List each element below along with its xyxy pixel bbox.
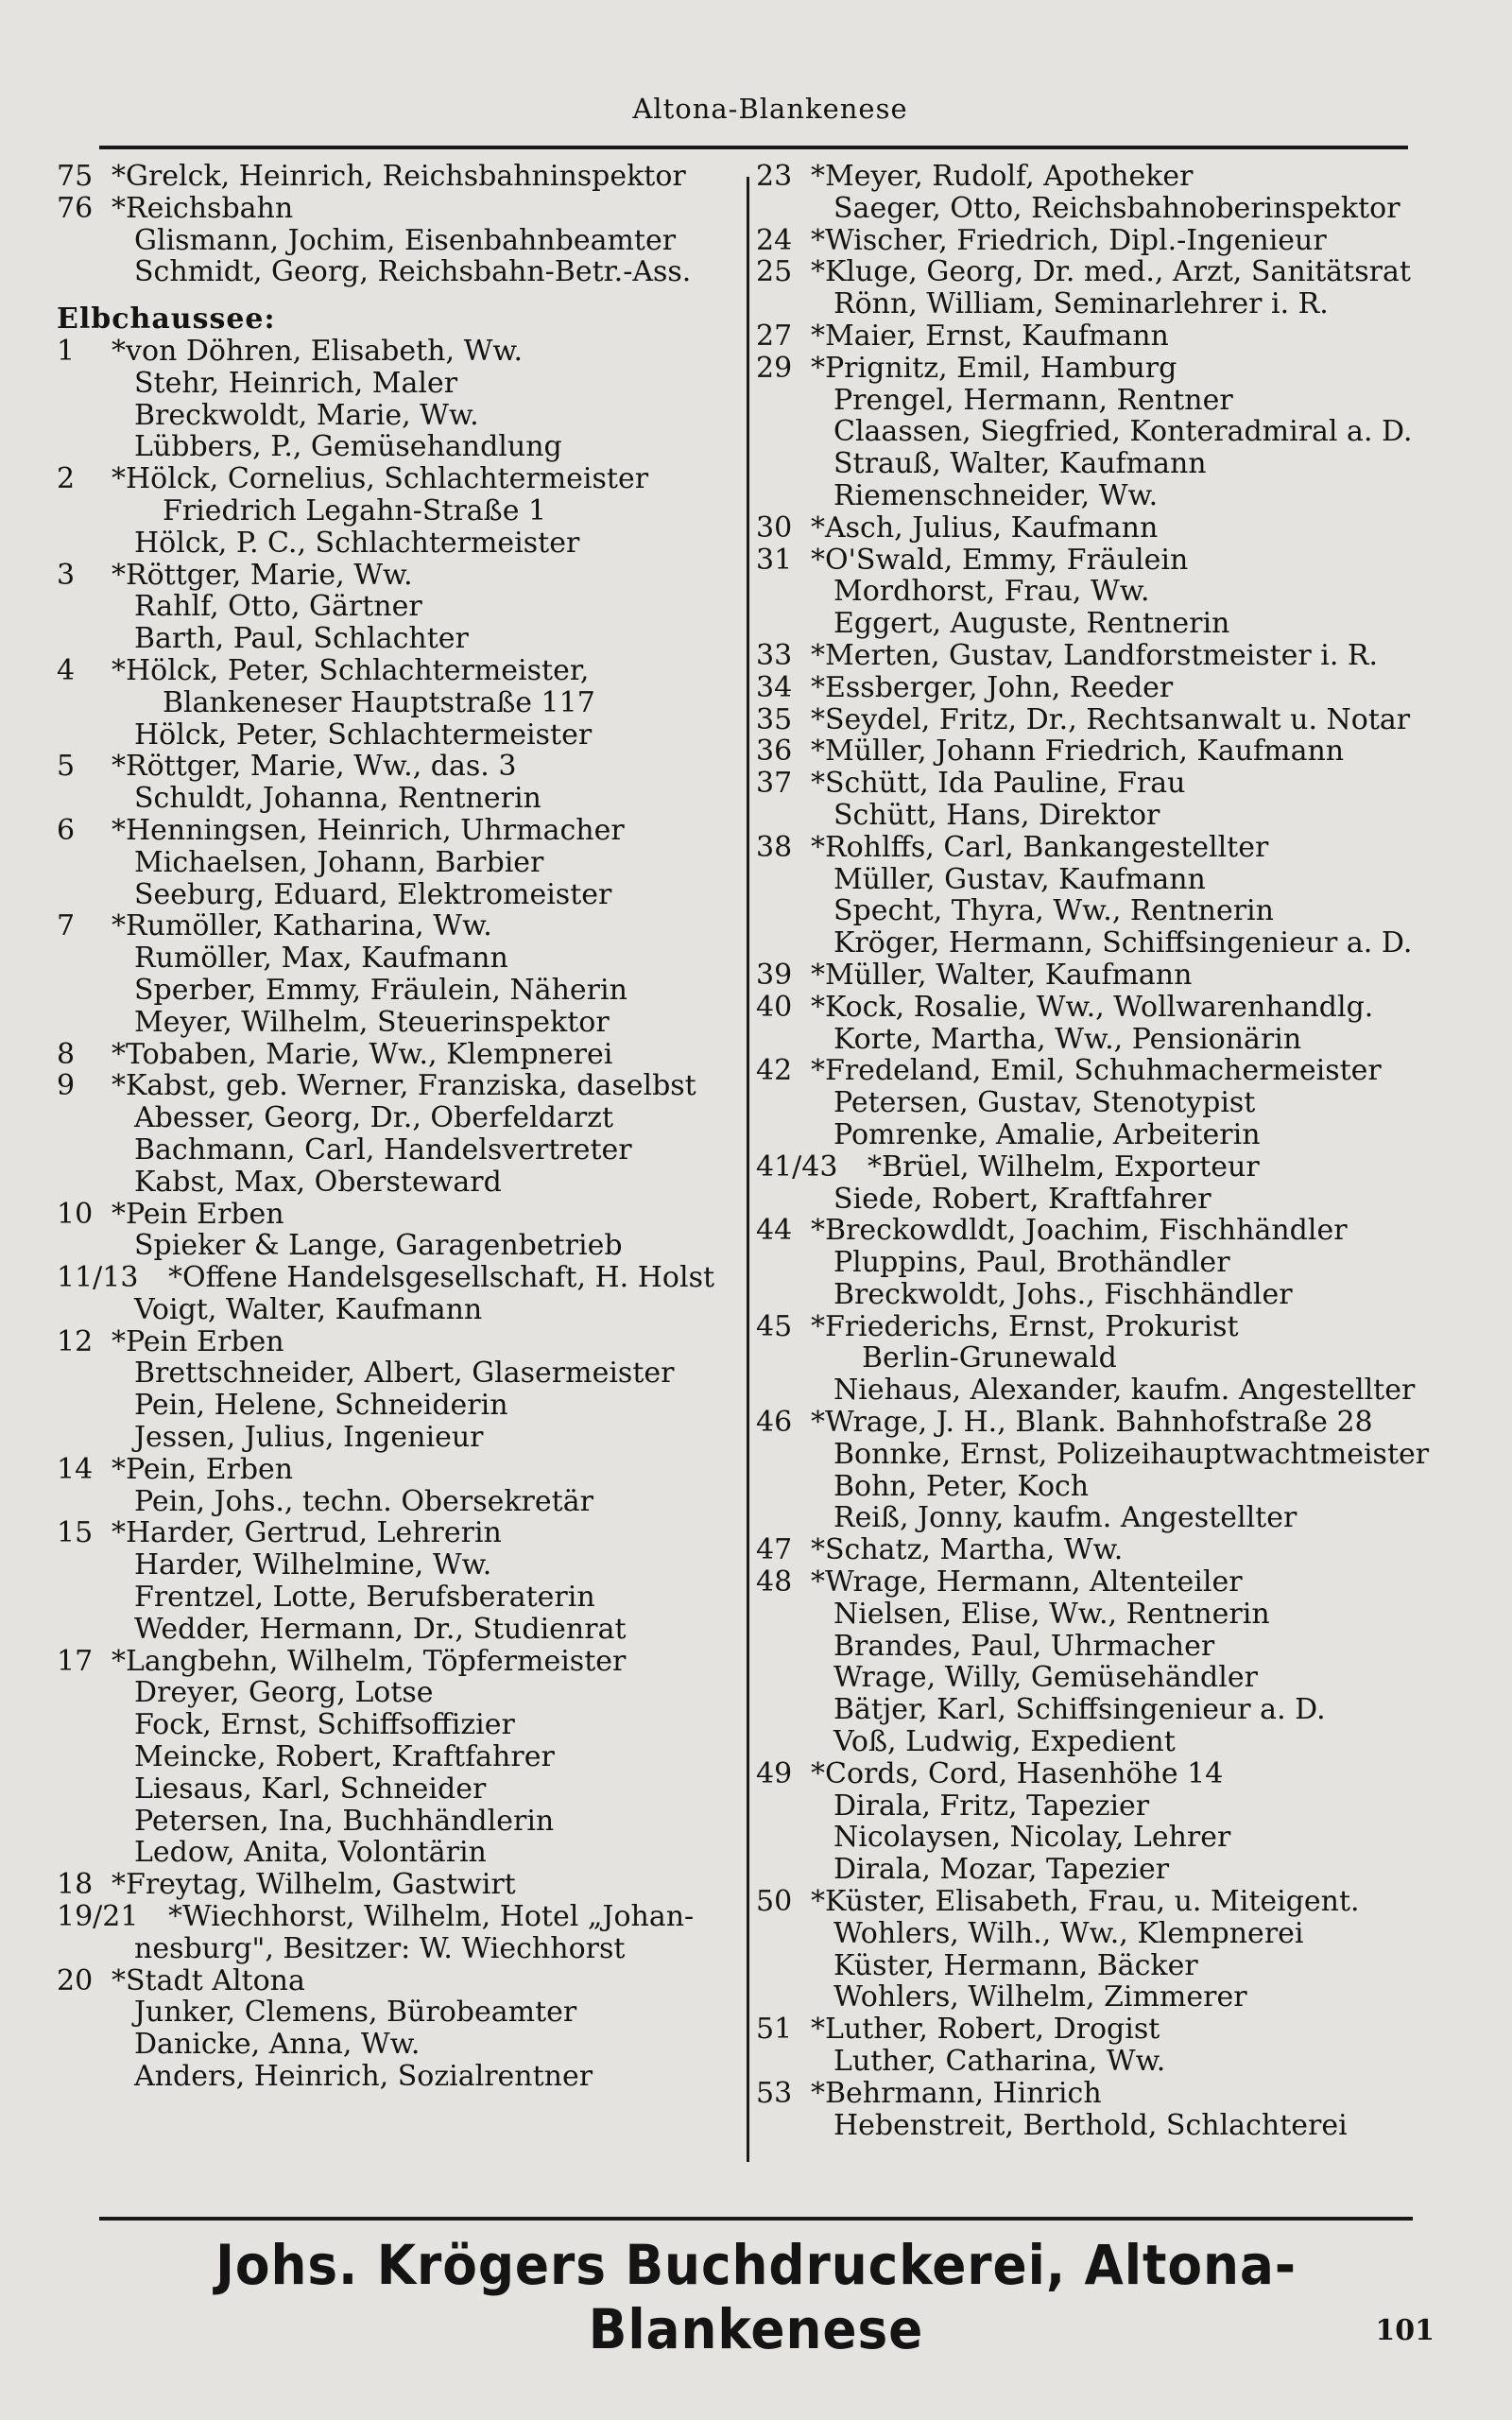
house-number: 12 (57, 1324, 94, 1358)
resident-text: *Seydel, Fritz, Dr., Rechtsanwalt u. Notar (811, 702, 1411, 736)
resident-text: *Rohlffs, Carl, Bankangestellter (811, 830, 1269, 864)
directory-entry (57, 1677, 742, 1709)
directory-entry (756, 1822, 1441, 1854)
directory-entry (756, 1854, 1441, 1886)
resident-text: *Schatz, Martha, Ww. (811, 1533, 1124, 1567)
resident-text: *O'Swald, Emmy, Fräulein (811, 543, 1189, 577)
resident-text: Wrage, Willy, Gemüsehändler (833, 1661, 1258, 1695)
house-number: 4 (57, 653, 76, 687)
directory-entry (57, 655, 742, 687)
resident-text: *Hölck, Cornelius, Schlachtermeister (112, 462, 649, 496)
house-number: 20 (57, 1963, 94, 1997)
resident-text: *Pein Erben (112, 1197, 284, 1231)
resident-text: *Pein Erben (112, 1324, 284, 1358)
resident-text: Friedrich Legahn-Straße 1 (163, 493, 547, 527)
directory-entry (756, 193, 1441, 225)
directory-entry (756, 895, 1441, 927)
directory-entry (756, 640, 1441, 672)
house-number: 53 (756, 2076, 793, 2110)
directory-entry (57, 719, 742, 752)
directory-entry (57, 1582, 742, 1614)
house-number: 33 (756, 638, 793, 672)
resident-text: Voß, Ludwig, Expedient (833, 1725, 1176, 1759)
directory-entry (756, 1631, 1441, 1663)
house-number: 50 (756, 1885, 793, 1919)
directory-entry (57, 225, 742, 257)
resident-text: Glismann, Jochim, Eisenbahnbeamter (134, 223, 677, 257)
resident-text: Hölck, Peter, Schlachtermeister (134, 717, 593, 752)
directory-entry (756, 1311, 1441, 1343)
resident-text: Kabst, Max, Obersteward (134, 1165, 502, 1199)
directory-entry (756, 416, 1441, 448)
resident-text: *Offene Handelsgesellschaft, H. Holst (168, 1261, 715, 1295)
resident-text: Schmidt, Georg, Reichsbahn-Betr.-Ass. (134, 255, 692, 289)
resident-text: *Essberger, John, Reeder (811, 670, 1174, 704)
directory-entry (756, 1726, 1441, 1758)
directory-entry (57, 1454, 742, 1486)
resident-text: Specht, Thyra, Ww., Rentnerin (833, 894, 1274, 928)
resident-text: Stehr, Heinrich, Maler (134, 366, 458, 400)
directory-entry (756, 576, 1441, 608)
directory-entry (57, 1837, 742, 1869)
directory-entry (756, 1055, 1441, 1087)
directory-entry (756, 735, 1441, 768)
page-number: 101 (1375, 2314, 1435, 2347)
directory-entry (57, 1933, 742, 1965)
directory-entry (756, 927, 1441, 959)
resident-text: *Rumöller, Katharina, Ww. (112, 909, 492, 943)
house-number: 45 (756, 1309, 793, 1343)
resident-text: Wohlers, Wilhelm, Zimmerer (833, 1980, 1247, 2014)
directory-entry (756, 1566, 1441, 1599)
directory-entry (57, 1390, 742, 1422)
directory-entry (57, 591, 742, 623)
directory-entry (756, 1502, 1441, 1534)
directory-entry (57, 942, 742, 975)
house-number: 49 (756, 1756, 793, 1790)
house-number: 18 (57, 1868, 94, 1902)
house-number: 37 (756, 767, 793, 801)
directory-entry (57, 1996, 742, 2029)
directory-entry (756, 385, 1441, 417)
directory-entry (756, 1439, 1441, 1471)
house-number: 9 (57, 1069, 76, 1103)
house-number: 10 (57, 1197, 94, 1231)
resident-text: *Merten, Gustav, Landforstmeister i. R. (811, 638, 1379, 672)
house-number: 19/21 (57, 1900, 139, 1934)
directory-entry (57, 1965, 742, 1997)
resident-text: Eggert, Auguste, Rentnerin (833, 607, 1230, 641)
house-number: 38 (756, 830, 793, 864)
directory-entry (756, 1694, 1441, 1726)
resident-text: *Wiechhorst, Wilhelm, Hotel „Johan- (168, 1900, 695, 1934)
resident-text: Breckwoldt, Johs., Fischhändler (833, 1277, 1293, 1311)
resident-text: Sperber, Emmy, Fräulein, Näherin (134, 973, 627, 1007)
house-number: 46 (756, 1406, 793, 1440)
resident-text: Küster, Hermann, Bäcker (833, 1948, 1198, 1982)
directory-entry (756, 1247, 1441, 1279)
house-number: 30 (756, 510, 793, 544)
directory-entry (57, 1614, 742, 1646)
resident-text: *Röttger, Marie, Ww., das. 3 (112, 750, 517, 784)
directory-entry (57, 879, 742, 911)
house-number: 17 (57, 1644, 94, 1678)
directory-entry (57, 1167, 742, 1199)
directory-entry (57, 1294, 742, 1326)
directory-entry (57, 368, 742, 400)
directory-entry (756, 1215, 1441, 1247)
resident-text: *Hölck, Peter, Schlachtermeister, (112, 653, 590, 687)
resident-text: *Pein, Erben (112, 1452, 294, 1486)
house-number: 44 (756, 1214, 793, 1248)
resident-text: nesburg", Besitzer: W. Wiechhorst (134, 1931, 626, 1965)
resident-text: Spieker & Lange, Garagenbetrieb (134, 1229, 623, 1263)
resident-text: Frentzel, Lotte, Berufsberaterin (134, 1581, 595, 1615)
resident-text: *Fredeland, Emil, Schuhmachermeister (811, 1054, 1382, 1088)
house-number: 8 (57, 1037, 76, 1071)
resident-text: *Küster, Elisabeth, Frau, u. Miteigent. (811, 1885, 1360, 1919)
house-number: 36 (756, 735, 793, 769)
left-column (57, 161, 742, 2093)
directory-entry (57, 1709, 742, 1741)
directory-entry (756, 448, 1441, 480)
resident-text: Lübbers, P., Gemüsehandlung (134, 430, 562, 464)
directory-entry (756, 864, 1441, 896)
resident-text: *Luther, Robert, Drogist (811, 2013, 1160, 2047)
directory-entry (756, 704, 1441, 736)
directory-entry (756, 256, 1441, 288)
resident-text: Müller, Gustav, Kaufmann (833, 862, 1206, 896)
directory-entry (756, 768, 1441, 800)
directory-entry (57, 256, 742, 288)
resident-text: *Müller, Walter, Kaufmann (811, 958, 1193, 992)
directory-entry (57, 1486, 742, 1518)
resident-text: *Tobaben, Marie, Ww., Klempnerei (112, 1037, 613, 1071)
directory-entry (756, 1662, 1441, 1694)
house-number: 5 (57, 750, 76, 784)
resident-text: Wedder, Hermann, Dr., Studienrat (134, 1612, 627, 1646)
resident-text: *Behrmann, Hinrich (811, 2076, 1102, 2110)
resident-text: *Henningsen, Heinrich, Uhrmacher (112, 813, 625, 847)
house-number: 39 (756, 958, 793, 992)
resident-text: *von Döhren, Elisabeth, Ww. (112, 334, 524, 368)
house-number: 76 (57, 191, 94, 225)
directory-entry (57, 815, 742, 847)
directory-entry (57, 783, 742, 815)
resident-text: Bachmann, Carl, Handelsvertreter (134, 1132, 632, 1167)
directory-entry (57, 463, 742, 495)
directory-entry (57, 1869, 742, 1901)
resident-text: Brettschneider, Albert, Glasermeister (134, 1357, 675, 1391)
directory-entry (57, 1357, 742, 1390)
directory-entry (57, 1134, 742, 1167)
resident-text: Danicke, Anna, Ww. (134, 2028, 421, 2062)
house-number: 3 (57, 558, 76, 592)
directory-entry (57, 1070, 742, 1102)
directory-entry (57, 1102, 742, 1134)
resident-text: *Breckowdldt, Joachim, Fischhändler (811, 1214, 1348, 1248)
resident-text: Nielsen, Elise, Ww., Rentnerin (833, 1597, 1270, 1631)
directory-entry (756, 225, 1441, 257)
resident-text: Schuldt, Johanna, Rentnerin (134, 782, 541, 816)
directory-entry (756, 1087, 1441, 1119)
resident-text: Claassen, Siegfried, Konteradmiral a. D. (833, 415, 1413, 449)
directory-entry (756, 2014, 1441, 2046)
right-column (756, 161, 1441, 2141)
directory-entry (756, 1407, 1441, 1439)
directory-entry (756, 1758, 1441, 1790)
directory-entry (57, 1326, 742, 1358)
directory-entry (57, 1007, 742, 1039)
directory-entry (57, 1262, 742, 1294)
directory-entry (756, 1471, 1441, 1503)
resident-text: *Stadt Altona (112, 1963, 305, 1997)
resident-text: Dreyer, Georg, Lotse (134, 1676, 434, 1710)
directory-entry (756, 1790, 1441, 1823)
resident-text: Bohn, Peter, Koch (833, 1469, 1090, 1503)
resident-text: Breckwoldt, Marie, Ww. (134, 398, 479, 432)
resident-text: Jessen, Julius, Ingenieur (134, 1421, 484, 1455)
directory-entry (756, 1374, 1441, 1407)
resident-text: *Wischer, Friedrich, Dipl.-Ingenieur (811, 223, 1327, 257)
resident-text: Pein, Helene, Schneiderin (134, 1389, 508, 1423)
directory-entry (756, 1886, 1441, 1918)
resident-text: Ledow, Anita, Volontärin (134, 1836, 487, 1870)
directory-entry (756, 320, 1441, 353)
directory-entry (57, 1199, 742, 1231)
resident-text: *Langbehn, Wilhelm, Töpfermeister (112, 1644, 627, 1678)
directory-entry (57, 1773, 742, 1806)
directory-entry (756, 1119, 1441, 1151)
resident-text: Liesaus, Karl, Schneider (134, 1772, 487, 1806)
directory-entry (756, 512, 1441, 544)
directory-entry (756, 800, 1441, 832)
street-heading (57, 303, 742, 336)
house-number: 40 (756, 990, 793, 1024)
directory-entry (57, 1039, 742, 1071)
directory-entry (756, 832, 1441, 864)
directory-entry (57, 1230, 742, 1262)
spacer (57, 288, 742, 303)
directory-entry (57, 975, 742, 1007)
resident-text: Fock, Ernst, Schiffsoffizier (134, 1708, 515, 1742)
directory-entry (756, 672, 1441, 704)
resident-text: Riemenschneider, Ww. (833, 478, 1159, 512)
house-number: 7 (57, 909, 76, 943)
house-number: 2 (57, 462, 76, 496)
resident-text: Anders, Heinrich, Sozialrentner (134, 2060, 593, 2094)
house-number: 11/13 (57, 1261, 139, 1295)
resident-text: Saeger, Otto, Reichsbahnoberinspektor (833, 191, 1400, 225)
resident-text: Niehaus, Alexander, kaufm. Angestellter (833, 1374, 1416, 1408)
house-number: 35 (756, 702, 793, 736)
directory-entry (57, 495, 742, 527)
resident-text: Hebenstreit, Berthold, Schlachterei (833, 2108, 1348, 2142)
resident-text: Berlin-Grunewald (862, 1341, 1117, 1375)
resident-text: Michaelsen, Johann, Barbier (134, 845, 544, 879)
resident-text: Pomrenke, Amalie, Arbeiterin (833, 1117, 1261, 1151)
directory-entry (57, 400, 742, 432)
directory-entry (756, 544, 1441, 577)
resident-text: *Maier, Ernst, Kaufmann (811, 319, 1169, 353)
directory-entry (57, 193, 742, 225)
house-number: 27 (756, 319, 793, 353)
resident-text: Schütt, Hans, Direktor (833, 798, 1160, 832)
directory-entry (756, 2110, 1441, 2142)
house-number: 24 (756, 223, 793, 257)
directory-entry (57, 751, 742, 783)
directory-entry (756, 161, 1441, 193)
resident-text: Prengel, Hermann, Rentner (833, 383, 1233, 417)
street-name: Elbchaussee: (57, 302, 276, 337)
resident-text: Rumöller, Max, Kaufmann (134, 942, 508, 976)
resident-text: Wohlers, Wilh., Ww., Klempnerei (833, 1916, 1304, 1950)
house-number: 29 (756, 351, 793, 385)
house-number: 41/43 (756, 1150, 838, 1184)
resident-text: *Grelck, Heinrich, Reichsbahninspektor (112, 160, 686, 193)
resident-text: Harder, Wilhelmine, Ww. (134, 1548, 492, 1582)
house-number: 1 (57, 334, 76, 368)
resident-text: *Meyer, Rudolf, Apotheker (811, 160, 1194, 193)
resident-text: Junker, Clemens, Bürobeamter (134, 1996, 577, 2030)
resident-text: Reiß, Jonny, kaufm. Angestellter (833, 1501, 1297, 1535)
directory-entry (756, 1342, 1441, 1374)
resident-text: Strauß, Walter, Kaufmann (833, 447, 1207, 481)
house-number: 42 (756, 1054, 793, 1088)
directory-entry (756, 1950, 1441, 1982)
resident-text: *Freytag, Wilhelm, Gastwirt (112, 1868, 516, 1902)
directory-entry (756, 1534, 1441, 1566)
directory-entry (57, 910, 742, 942)
resident-text: *Kluge, Georg, Dr. med., Arzt, Sanitätsrat (811, 255, 1411, 289)
resident-text: Mordhorst, Frau, Ww. (833, 575, 1150, 609)
column-divider (747, 177, 749, 2162)
directory-entry (57, 1806, 742, 1838)
resident-text: Hölck, P. C., Schlachtermeister (134, 526, 580, 560)
resident-text: Blankeneser Hauptstraße 117 (163, 685, 595, 719)
directory-entry (756, 2078, 1441, 2110)
directory-entry (57, 1549, 742, 1582)
resident-text: Nicolaysen, Nicolay, Lehrer (833, 1821, 1231, 1855)
directory-entry (756, 288, 1441, 320)
resident-text: Meyer, Wilhelm, Steuerinspektor (134, 1005, 610, 1039)
directory-entry (756, 1024, 1441, 1056)
resident-text: Dirala, Mozar, Tapezier (833, 1853, 1170, 1887)
resident-text: *Röttger, Marie, Ww. (112, 558, 413, 592)
house-number: 31 (756, 543, 793, 577)
directory-entry (57, 847, 742, 879)
directory-entry (57, 560, 742, 592)
directory-entry (57, 1517, 742, 1549)
directory-entry (756, 1918, 1441, 1950)
resident-text: Meincke, Robert, Kraftfahrer (134, 1740, 555, 1774)
directory-entry (756, 2046, 1441, 2078)
resident-text: Seeburg, Eduard, Elektromeister (134, 877, 612, 911)
house-number: 75 (57, 160, 94, 193)
header-rule (99, 146, 1408, 149)
resident-text: Abesser, Georg, Dr., Oberfeldarzt (134, 1101, 614, 1135)
house-number: 25 (756, 255, 793, 289)
directory-entry (756, 959, 1441, 992)
directory-entry (756, 1184, 1441, 1216)
directory-entry (57, 1646, 742, 1678)
resident-text: Rahlf, Otto, Gärtner (134, 590, 422, 624)
page-header-title: Altona-Blankenese (632, 93, 908, 125)
house-number: 47 (756, 1533, 793, 1567)
directory-entry (756, 1981, 1441, 2014)
directory-entry (756, 353, 1441, 385)
resident-text: *Cords, Cord, Hasenhöhe 14 (811, 1756, 1224, 1790)
house-number: 34 (756, 670, 793, 704)
resident-text: Pein, Johs., techn. Obersekretär (134, 1484, 593, 1518)
directory-entry (57, 687, 742, 719)
directory-entry (756, 1151, 1441, 1184)
resident-text: *Brüel, Wilhelm, Exporteur (868, 1150, 1260, 1184)
resident-text: Korte, Martha, Ww., Pensionärin (833, 1022, 1302, 1056)
house-number: 15 (57, 1516, 94, 1550)
resident-text: Kröger, Hermann, Schiffsingenieur a. D. (833, 926, 1413, 960)
directory-entry (756, 1599, 1441, 1631)
resident-text: Petersen, Gustav, Stenotypist (833, 1086, 1256, 1120)
directory-entry (57, 1901, 742, 1933)
resident-text: Brandes, Paul, Uhrmacher (833, 1629, 1215, 1663)
resident-text: *Wrage, J. H., Blank. Bahnhofstraße 28 (811, 1406, 1373, 1440)
printer-advertisement: Johs. Krögers Buchdruckerei, Altona-Blankenese (215, 2233, 1297, 2361)
directory-entry (756, 992, 1441, 1024)
house-number: 23 (756, 160, 793, 193)
footer-rule (99, 2217, 1413, 2221)
resident-text: *Kock, Rosalie, Ww., Wollwarenhandlg. (811, 990, 1374, 1024)
resident-text: *Kabst, geb. Werner, Franziska, daselbst (112, 1069, 696, 1103)
resident-text: Dirala, Fritz, Tapezier (833, 1789, 1150, 1823)
directory-entry (57, 2061, 742, 2093)
resident-text: *Wrage, Hermann, Altenteiler (811, 1565, 1243, 1599)
directory-entry (756, 608, 1441, 640)
resident-text: Voigt, Walter, Kaufmann (134, 1292, 483, 1326)
house-number: 14 (57, 1452, 94, 1486)
resident-text: *Schütt, Ida Pauline, Frau (811, 767, 1186, 801)
resident-text: *Harder, Gertrud, Lehrerin (112, 1516, 502, 1550)
resident-text: Rönn, William, Seminarlehrer i. R. (833, 287, 1329, 321)
resident-text: Barth, Paul, Schlachter (134, 622, 469, 656)
directory-entry (57, 2029, 742, 2061)
directory-entry (57, 336, 742, 368)
resident-text: *Müller, Johann Friedrich, Kaufmann (811, 735, 1345, 769)
directory-entry (756, 1279, 1441, 1311)
resident-text: *Prignitz, Emil, Hamburg (811, 351, 1177, 385)
directory-entry (57, 161, 742, 193)
directory-entry (57, 1741, 742, 1773)
directory-entry (756, 480, 1441, 512)
directory-entry (57, 527, 742, 560)
house-number: 48 (756, 1565, 793, 1599)
directory-entry (57, 623, 742, 655)
directory-entry (57, 1422, 742, 1454)
resident-text: Siede, Robert, Kraftfahrer (833, 1182, 1211, 1216)
resident-text: Pluppins, Paul, Brothändler (833, 1246, 1230, 1280)
resident-text: *Friederichs, Ernst, Prokurist (811, 1309, 1239, 1343)
resident-text: Petersen, Ina, Buchhändlerin (134, 1804, 555, 1838)
resident-text: *Asch, Julius, Kaufmann (811, 510, 1159, 544)
directory-entry (57, 431, 742, 463)
resident-text: Bätjer, Karl, Schiffsingenieur a. D. (833, 1693, 1326, 1727)
resident-text: *Reichsbahn (112, 191, 294, 225)
house-number: 51 (756, 2013, 793, 2047)
resident-text: Luther, Catharina, Ww. (833, 2045, 1166, 2079)
house-number: 6 (57, 813, 76, 847)
resident-text: Bonnke, Ernst, Polizeihauptwachtmeister (833, 1437, 1430, 1471)
